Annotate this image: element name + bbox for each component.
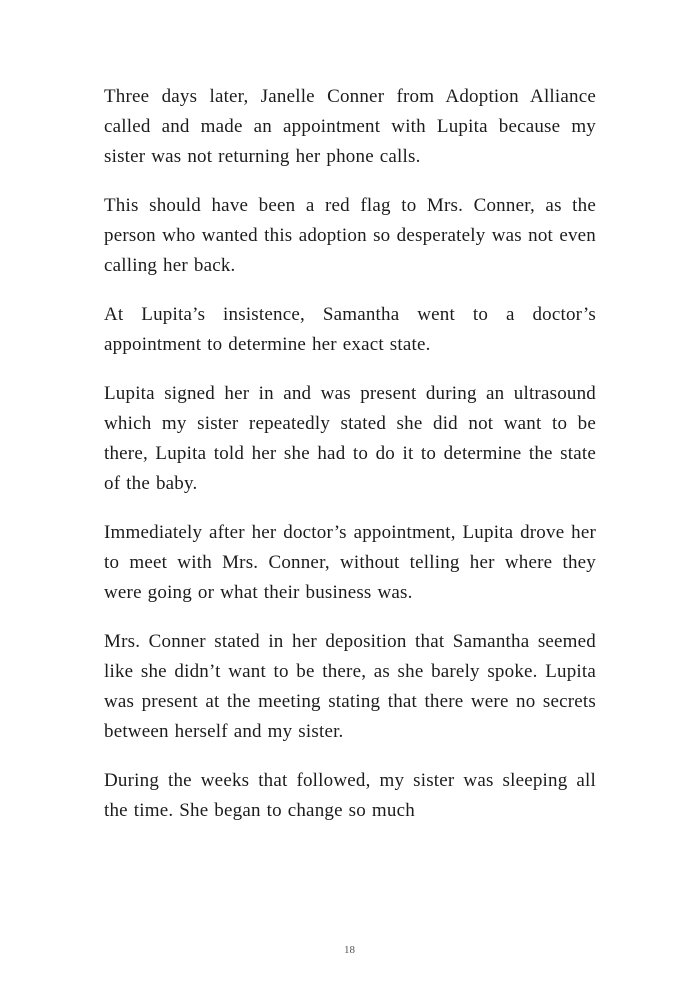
paragraph: At Lupita’s insistence, Samantha went to a doctor’s appointment to determine her exact state.	[104, 304, 596, 355]
paragraph: During the weeks that followed, my sister was sleeping all the time. She began to change so much	[104, 770, 596, 821]
paragraph: Lupita signed her in and was present during an ultrasound which my sister repeatedly stated she did not want to be there, Lupita told her she had to do it to determine the state of the baby.	[104, 383, 596, 494]
paragraph: Mrs. Conner stated in her deposition that Samantha seemed like she didn’t want to be there, as she barely spoke. Lupita was present at the meeting stating that there were no secrets between herself and my sister.	[104, 631, 596, 742]
paragraph: Three days later, Janelle Conner from Adoption Alliance called and made an appointment with Lupita because my sister was not returning her phone calls.	[104, 86, 596, 167]
page-text-block	[104, 82, 596, 845]
paragraph: Immediately after her doctor’s appointment, Lupita drove her to meet with Mrs. Conner, without telling her where they were going or what their business was.	[104, 522, 596, 603]
page-number: 18	[344, 944, 355, 956]
paragraph: This should have been a red flag to Mrs. Conner, as the person who wanted this adoption so desperately was not even calling her back.	[104, 195, 596, 276]
